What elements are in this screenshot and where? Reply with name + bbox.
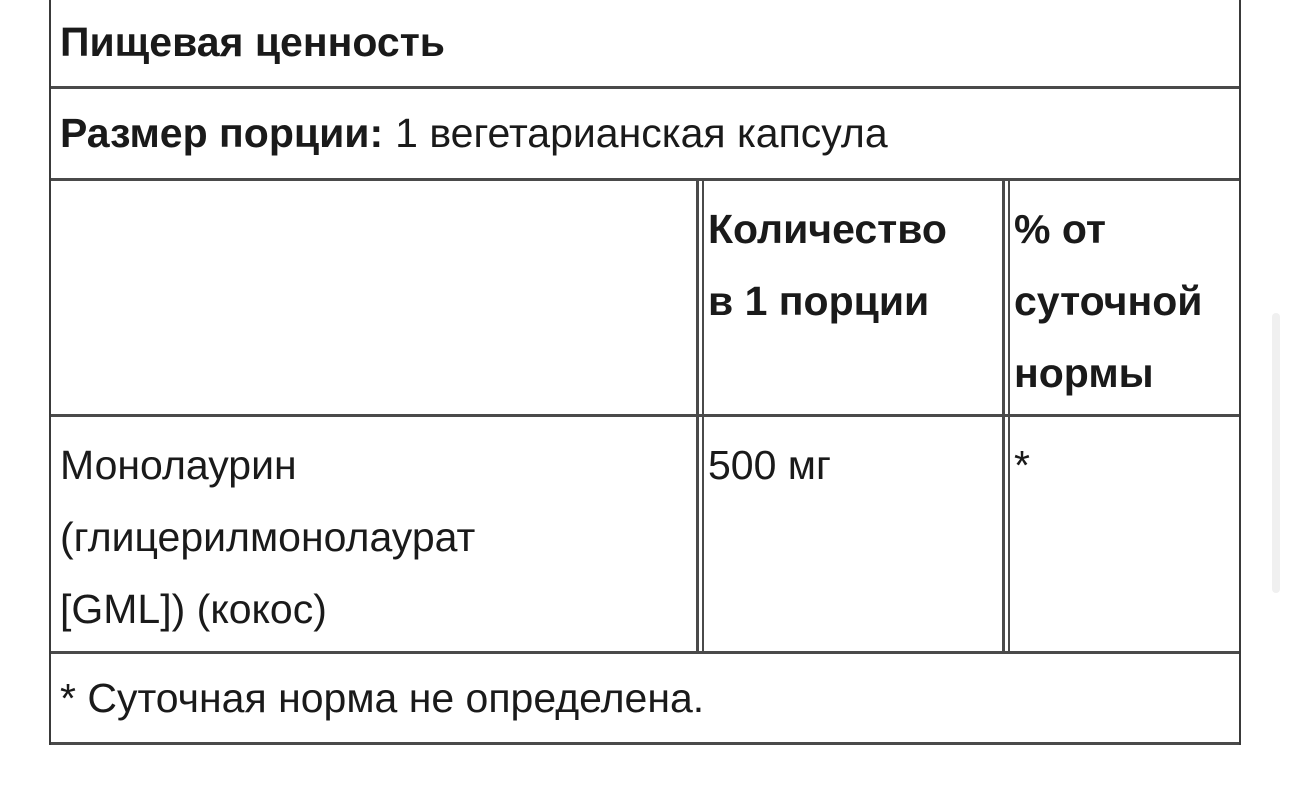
facts-title-text: Пищевая ценность bbox=[60, 18, 445, 65]
ingredient-name-line-3: [GML]) (кокос) bbox=[60, 586, 327, 632]
facts-title bbox=[51, 0, 1239, 89]
header-daily-value-cell bbox=[1002, 181, 1239, 414]
supplement-facts-table bbox=[49, 0, 1241, 745]
ingredient-daily-value: * bbox=[1014, 442, 1030, 488]
header-dv-line-1: % от bbox=[1014, 206, 1106, 252]
header-amount-line-2: в 1 порции bbox=[708, 278, 930, 324]
footnote-row bbox=[51, 654, 1239, 745]
header-dv-line-3: нормы bbox=[1014, 350, 1154, 396]
ingredient-name-line-2: (глицерилмонолаурат bbox=[60, 514, 476, 560]
serving-size-row bbox=[51, 89, 1239, 181]
table-row bbox=[51, 417, 1239, 654]
ingredient-amount: 500 мг bbox=[708, 442, 831, 488]
header-name-cell bbox=[51, 181, 696, 414]
ingredient-amount-cell bbox=[696, 417, 1002, 651]
footnote-text: * Суточная норма не определена. bbox=[60, 674, 705, 721]
table-header-row bbox=[51, 181, 1239, 417]
serving-size-value: 1 вегетарианская капсула bbox=[395, 110, 888, 156]
ingredient-name-cell bbox=[51, 417, 696, 651]
header-amount-line-1: Количество bbox=[708, 206, 947, 252]
header-dv-line-2: суточной bbox=[1014, 278, 1203, 324]
scrollbar[interactable] bbox=[1272, 313, 1280, 593]
ingredient-name-line-1: Монолаурин bbox=[60, 442, 297, 488]
ingredient-daily-value-cell bbox=[1002, 417, 1239, 651]
serving-size-label: Размер порции: bbox=[60, 110, 384, 156]
header-amount-cell bbox=[696, 181, 1002, 414]
